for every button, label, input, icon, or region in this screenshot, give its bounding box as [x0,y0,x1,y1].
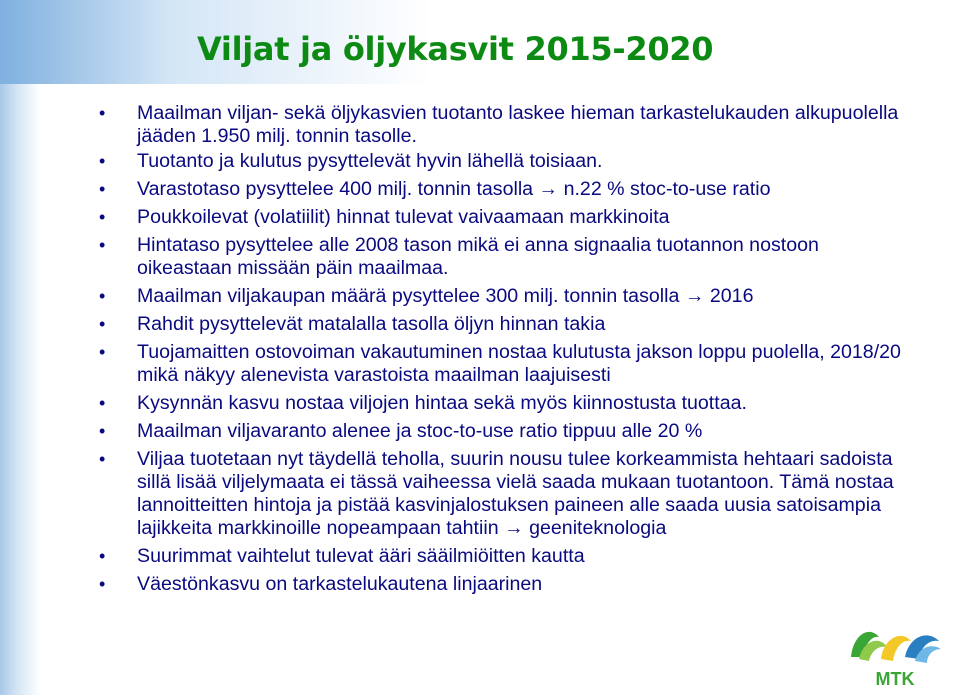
bullet-dot-icon: • [99,449,106,469]
bullet-item-9 [95,392,905,415]
bullet-item-12 [95,545,905,568]
bullet-item-1 [95,102,905,148]
bullet-text: Poukkoilevat (volatiilit) hinnat tulevat vaivaamaan markkinoita [137,206,670,228]
bullet-text: Hintataso pysyttelee alle 2008 tason mikä ei anna signaalia tuotannon nostoon oikeastaan missään päin maailmaa. [137,234,819,279]
bullet-text: Kysynnän kasvu nostaa viljojen hintaa sekä myös kiinnostusta tuottaa. [137,392,747,414]
bullet-list [95,102,905,596]
bullet-text-after-arrow: 2016 [704,285,754,307]
slide-title: Viljat ja öljykasvit 2015-2020 [197,30,714,68]
bullet-text-before-arrow: Viljaa tuotetaan nyt täydellä teholla, suurin nousu tulee korkeammista hehtaari sadoista sillä lisää viljelymaata ei tässä vaiheessa vielä saada mukaan tuotantoon. Tämä nostaa lannoitteitten hintoja ja pistää kasvinjalostuksen paineen alle saada uusia satoisampia lajikkeita markkinoille nopeampaan tahtiin [137,448,894,539]
bullet-text: Tuojamaitten ostovoiman vakautuminen nostaa kulutusta jakson loppu puolella, 2018/20 mikä näkyy alenevista varastoista maailman laajuisesti [137,341,901,386]
bullet-item-13 [95,573,905,596]
bullet-text: Tuotanto ja kulutus pysyttelevät hyvin lähellä toisiaan. [137,150,603,172]
bullet-text-after-arrow: geeniteknologia [523,517,667,539]
bullet-dot-icon: • [99,179,106,199]
logo-text: MTK [875,669,915,689]
bullet-item-2 [95,150,905,173]
bullet-dot-icon: • [99,314,106,334]
bullet-dot-icon: • [99,207,106,227]
bullet-dot-icon: • [99,286,106,306]
bullet-text: Suurimmat vaihtelut tulevat ääri sääilmiöitten kautta [137,545,585,567]
bullet-item-10 [95,420,905,443]
bullet-text-before-arrow: Varastotaso pysyttelee 400 milj. tonnin tasolla [137,178,534,200]
bullet-item-6 [95,285,905,308]
bullet-dot-icon: • [99,421,106,441]
bullet-item-7 [95,313,905,336]
bullet-dot-icon: • [99,151,106,171]
bullet-text: Maailman viljavaranto alenee ja stoc-to-use ratio tippuu alle 20 % [137,420,703,442]
left-gradient-strip [0,0,40,695]
bullet-dot-icon: • [99,235,106,255]
bullet-text-before-arrow: Maailman viljakaupan määrä pysyttelee 300 milj. tonnin tasolla [137,285,680,307]
bullet-text: Väestönkasvu on tarkastelukautena linjaarinen [137,573,543,595]
arrow-icon: → [504,517,524,539]
bullet-item-11 [95,448,905,540]
bullet-item-4 [95,206,905,229]
bullet-item-8 [95,341,905,387]
arrow-icon: → [684,285,705,307]
bullet-item-3 [95,178,905,201]
logo-leaf-yellow [881,636,911,661]
bullet-item-5 [95,234,905,280]
bullet-dot-icon: • [99,574,106,594]
bullet-dot-icon: • [99,393,106,413]
bullet-text: Maailman viljan- sekä öljykasvien tuotanto laskee hieman tarkastelukauden alkupuolella jääden 1.950 milj. tonnin tasolle. [137,102,899,147]
arrow-icon: → [538,178,559,200]
mtk-logo [845,615,945,690]
bullet-dot-icon: • [99,103,106,123]
bullet-dot-icon: • [99,342,106,362]
bullet-text: Rahdit pysyttelevät matalalla tasolla öljyn hinnan takia [137,313,606,335]
bullet-text-after-arrow: n.22 % stoc-to-use ratio [558,178,771,200]
bullet-dot-icon: • [99,546,106,566]
